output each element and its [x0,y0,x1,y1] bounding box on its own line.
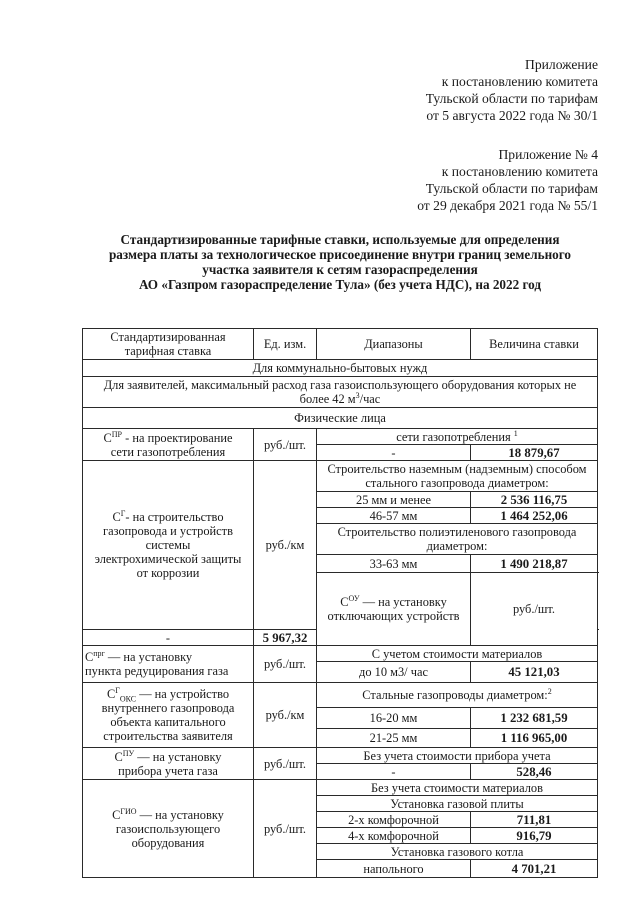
range-cell: напольного [317,860,471,878]
unit-cell: руб./шт. [254,429,317,461]
rate-construction: $С^Г-$ на строительство газопровода и устройств системы электрохимической защиты от коррозии [83,461,254,630]
table-row [83,748,598,764]
appendix-line: от 5 августа 2022 года № 30/1 [426,108,598,123]
range-cell: - [83,630,254,646]
section-row [83,408,598,429]
section-consumption: Для заявителей, максимальный расход газа газоиспользующего оборудования которых не более 42 $м^3$/час [83,377,598,408]
document-title [100,232,580,292]
value-cell: 1 232 681,59 [471,708,598,729]
header-range: Диапазоны [317,329,471,360]
value-cell: 4 701,21 [471,860,598,878]
range-subheader: Без учета стоимости материалов [317,780,598,796]
range-subheader: Строительство наземным (надземным) способом стального газопровода диаметром: [317,461,598,492]
rate-design: $С^{ПР}$ - на проектирование сети газопотребления [83,429,254,461]
title-line: участка заявителя к сетям газораспределения [202,262,478,277]
tariff-table [82,328,598,878]
table-row [83,461,598,492]
appendix-reference-original [417,146,598,214]
appendix-line: Тульской области по тарифам [425,91,598,106]
title-line: размера платы за технологическое присоединение внутри границ земельного [108,247,572,262]
range-cell: 2-х комфорочной [317,812,471,828]
value-cell: 18 879,67 [471,445,598,461]
unit-cell: руб./шт. [254,646,317,683]
table-row [83,429,598,445]
range-cell: - [317,764,471,780]
table-row [83,646,598,662]
appendix-line: к постановлению комитета [441,164,598,179]
table-row [83,780,598,796]
header-rate: Стандартизированная тарифная ставка [83,329,254,360]
range-subheader: Стальные газопроводы диаметром:$^2$ [317,683,598,708]
unit-cell: руб./км [254,683,317,748]
header-value: Величина ставки [471,329,598,360]
range-subheader: Строительство полиэтиленового газопровода диаметром: [317,524,598,555]
range-cell: - [317,445,471,461]
value-cell: 2 536 116,75 [471,492,598,508]
rate-gas-equipment: $С^{ГИО}$ — на установку газоиспользующего оборудования [83,780,254,878]
unit-cell: руб./шт. [471,573,598,646]
range-cell: 4-х комфорочной [317,828,471,844]
range-cell: 21-25 мм [317,729,471,748]
appendix-line: Приложение [525,57,598,72]
range-subheader: Без учета стоимости прибора учета [317,748,598,764]
table-row [83,683,598,708]
title-line: АО «Газпром газораспределение Тула» (без учета НДС), на 2022 год [138,277,542,292]
rate-shutoff-devices: $С^{ОУ}$ — на установку отключающих устройств [317,573,471,646]
appendix-line: Приложение № 4 [498,147,598,162]
table-header-row [83,329,598,360]
appendix-line: к постановлению комитета [441,74,598,89]
range-subheader: Установка газового котла [317,844,598,860]
section-row [83,377,598,408]
value-cell: 711,81 [471,812,598,828]
header-unit: Ед. изм. [254,329,317,360]
value-cell: 916,79 [471,828,598,844]
range-cell: 46-57 мм [317,508,471,524]
range-cell: до 10 м3/ час [317,662,471,683]
value-cell: 1 116 965,00 [471,729,598,748]
range-subheader: сети газопотребления $^1$ [317,429,598,445]
unit-cell: руб./шт. [254,780,317,878]
appendix-line: от 29 декабря 2021 года № 55/1 [417,198,598,213]
section-row [83,360,598,377]
section-individuals: Физические лица [83,408,598,429]
range-subheader: С учетом стоимости материалов [317,646,598,662]
range-cell: 25 мм и менее [317,492,471,508]
range-subheader: Установка газовой плиты [317,796,598,812]
unit-cell: руб./км [254,461,317,630]
value-cell: 45 121,03 [471,662,598,683]
value-cell: 1 490 218,87 [471,555,598,573]
value-cell: 5 967,32 [254,630,317,646]
value-cell: 528,46 [471,764,598,780]
appendix-reference-current [426,56,598,124]
range-cell: 16-20 мм [317,708,471,729]
section-household: Для коммунально-бытовых нужд [83,360,598,377]
rate-meter-install: $С^{ПУ}$ — на установку прибора учета газа [83,748,254,780]
title-line: Стандартизированные тарифные ставки, используемые для определения [120,232,560,247]
value-cell: 1 464 252,06 [471,508,598,524]
rate-internal-pipeline: $С^Г_{ОКС}$ — на устройство внутреннего газопровода объекта капитального строительства заявителя [83,683,254,748]
range-cell: 33-63 мм [317,555,471,573]
unit-cell: руб./шт. [254,748,317,780]
rate-pressure-reduction: $С^{прг}$ — на установку пункта редуцирования газа [83,646,254,683]
appendix-line: Тульской области по тарифам [425,181,598,196]
